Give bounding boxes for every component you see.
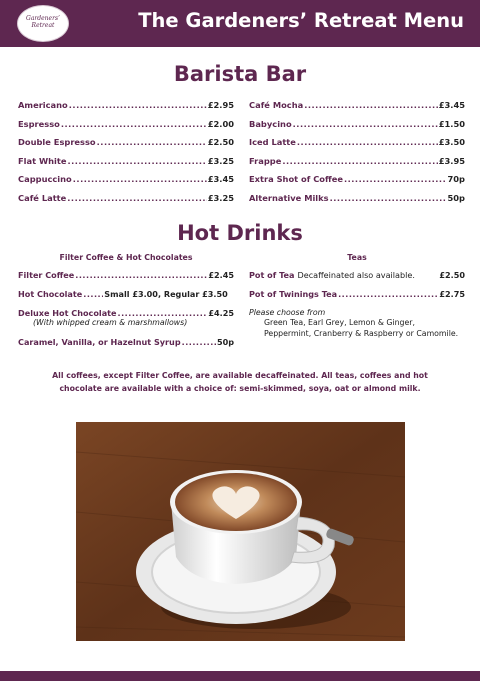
item-price: £3.95 (438, 155, 465, 166)
item-name: Iced Latte (249, 137, 296, 148)
menu-item (249, 174, 465, 193)
item-name: Alternative Milks (249, 192, 329, 203)
deluxe-note: (With whipped cream & marshmallows) (33, 318, 188, 327)
item-price: 50p (216, 337, 234, 347)
item-name: Filter Coffee (18, 270, 75, 280)
item-detail: Decaffeinated also available. (297, 270, 415, 280)
item-name: Pot of Twinings Tea (249, 289, 338, 299)
logo-line1: Gardeners’ (26, 15, 60, 22)
footer-note-line2: chocolate are available with a choice of: semi-skimmed, soya, oat or almond milk. (59, 383, 421, 393)
barista-right-column (249, 100, 465, 212)
menu-item-syrup (18, 337, 234, 347)
item-price: £2.50 (207, 137, 234, 148)
menu-item (249, 193, 465, 212)
item-name: Americano (18, 100, 68, 110)
cappuccino-photo (76, 422, 405, 641)
item-name: Pot of Tea (249, 270, 295, 280)
barista-bar-title: Barista Bar (173, 62, 307, 86)
barista-left-column (18, 100, 234, 212)
menu-item (18, 193, 234, 212)
item-price: £4.25 (208, 308, 234, 318)
item-name: Extra Shot of Coffee (249, 174, 343, 185)
item-name: Flat White (18, 155, 67, 166)
logo (17, 5, 69, 42)
tea-options: Green Tea, Earl Grey, Lemon & Ginger, Peppermint, Cranberry & Raspberry or Camomile. (264, 318, 459, 338)
item-name: Cappuccino (18, 174, 72, 185)
item-name: Babycino (249, 118, 292, 129)
menu-item (249, 156, 465, 175)
item-price: £3.45 (207, 174, 234, 185)
item-price: £3.25 (207, 155, 234, 166)
menu-item-deluxe-hot-chocolate (18, 308, 234, 318)
menu-item (18, 119, 234, 138)
menu-item (18, 137, 234, 156)
item-name: Frappe (249, 155, 282, 166)
filter-coffee-heading: Filter Coffee & Hot Chocolates (59, 253, 193, 262)
menu-item (18, 100, 234, 119)
menu-item (18, 156, 234, 175)
item-name: Espresso (18, 118, 60, 129)
item-name: Deluxe Hot Chocolate (18, 308, 117, 318)
item-name: Hot Chocolate (18, 289, 83, 299)
menu-item (249, 100, 465, 119)
item-detail: Small £3.00, Regular £3.50 (104, 289, 228, 299)
menu-item-twinings (249, 289, 465, 299)
item-price: 70p (447, 174, 465, 185)
item-price: £2.75 (439, 289, 465, 299)
item-price: £3.50 (438, 137, 465, 148)
item-price: 50p (447, 192, 465, 203)
choose-from-label: Please choose from (249, 308, 326, 317)
item-price: £2.00 (207, 118, 234, 129)
page-title: The Gardeners’ Retreat Menu (138, 9, 464, 32)
menu-item-hot-chocolate (18, 289, 234, 299)
menu-item (249, 119, 465, 138)
menu-item-pot-of-tea (249, 270, 465, 280)
item-price: £2.45 (208, 270, 234, 280)
menu-item-filter-coffee (18, 270, 234, 280)
item-price: £2.50 (439, 270, 465, 280)
item-price: £1.50 (438, 118, 465, 129)
item-price: £3.25 (207, 192, 234, 203)
cappuccino-illustration (76, 422, 405, 641)
hot-drinks-title: Hot Drinks (177, 221, 303, 245)
item-price: £2.95 (207, 100, 234, 110)
header-bar (0, 0, 480, 47)
item-price: £3.45 (438, 100, 465, 110)
item-name: Caramel, Vanilla, or Hazelnut Syrup (18, 337, 181, 347)
item-name: Café Mocha (249, 100, 304, 110)
footer-note (30, 370, 450, 395)
item-name: Café Latte (18, 192, 67, 203)
footer-note-line1: All coffees, except Filter Coffee, are available decaffeinated. All teas, coffees and hot (52, 371, 428, 380)
menu-item (249, 137, 465, 156)
item-name: Double Espresso (18, 137, 96, 148)
menu-item (18, 174, 234, 193)
footer-bar (0, 671, 480, 681)
logo-line2: Retreat (31, 22, 55, 29)
teas-heading: Teas (347, 253, 367, 262)
